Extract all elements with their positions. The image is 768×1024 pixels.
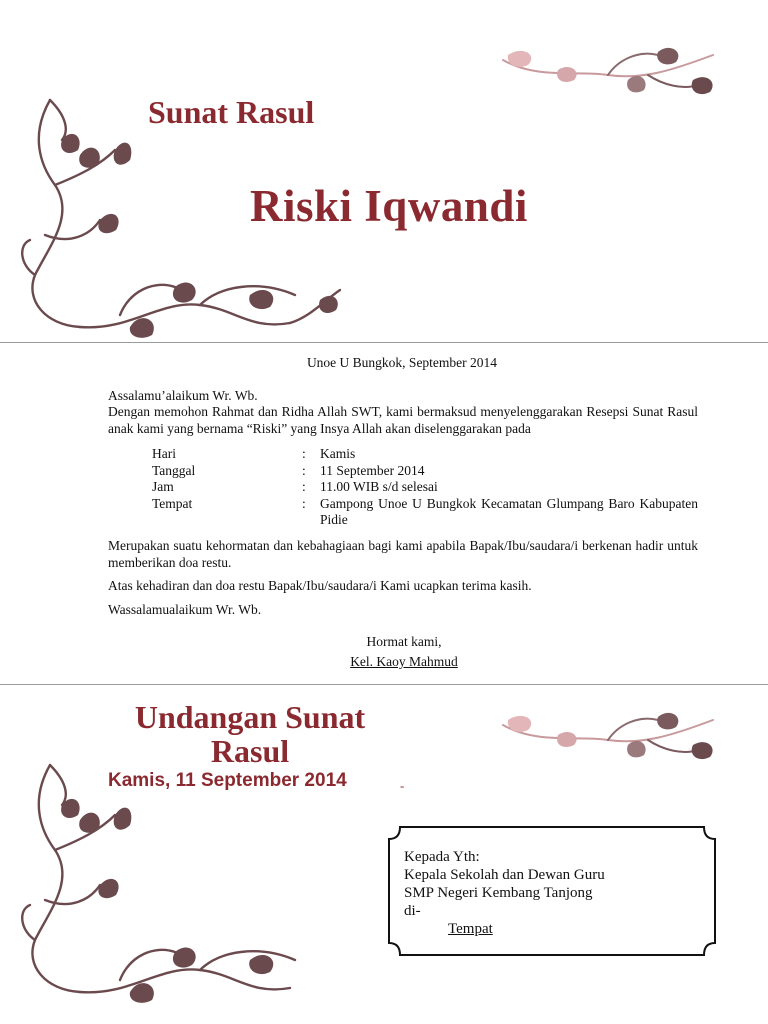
address-line3: di-: [404, 903, 421, 919]
divider-bottom: [0, 684, 768, 685]
detail-separator: :: [302, 479, 306, 494]
recipient-address: [404, 848, 605, 938]
detail-row-day: [152, 446, 698, 463]
detail-row-place: [152, 496, 698, 529]
divider-top: [0, 342, 768, 343]
place-date: Unoe U Bungkok, September 2014: [306, 355, 498, 370]
detail-value: 11 September 2014: [320, 462, 425, 478]
detail-separator: :: [302, 446, 306, 461]
date-dash: -: [400, 778, 405, 793]
event-subtitle: Sunat Rasul: [148, 94, 315, 130]
detail-label: Hari: [152, 446, 176, 461]
address-place: Tempat: [448, 921, 493, 937]
greeting: Assalamu’alaikum Wr. Wb.: [108, 388, 258, 403]
floral-ornament-top-right: [498, 40, 723, 102]
detail-value: Kamis: [320, 446, 356, 461]
invitation-date: Kamis, 11 September 2014: [108, 770, 347, 791]
closing-salutation: Wassalamualaikum Wr. Wb.: [108, 602, 262, 617]
address-line1: Kepala Sekolah dan Dewan Guru: [404, 867, 605, 883]
detail-separator: :: [302, 495, 306, 511]
honor-paragraph: Merupakan suatu kehormatan dan kebahagiaan bagi kami apabila Bapak/Ibu/saudara/i berkenan hadir untuk memberikan doa restu.: [108, 538, 698, 570]
detail-row-time: [152, 479, 698, 496]
event-details: [152, 446, 698, 529]
detail-row-date: [152, 463, 698, 480]
detail-separator: :: [302, 462, 306, 478]
detail-value: Gampong Unoe U Bungkok Kecamatan Glumpang Baro Kabupaten Pidie: [320, 495, 698, 527]
detail-value: 11.00 WIB s/d selesai: [320, 479, 438, 494]
detail-label: Tempat: [152, 495, 193, 511]
signature: Kel. Kaoy Mahmud: [350, 654, 458, 669]
invitation-title: Undangan Sunat Rasul: [134, 699, 366, 769]
address-line2: SMP Negeri Kembang Tanjong: [404, 885, 593, 901]
floral-ornament-middle-right: [498, 705, 723, 767]
detail-label: Tanggal: [152, 462, 196, 478]
regards: Hormat kami,: [366, 634, 442, 649]
address-to: Kepada Yth:: [404, 849, 480, 865]
detail-label: Jam: [152, 479, 174, 494]
floral-ornament-bottom-left: [20, 760, 360, 1005]
intro-paragraph: Dengan memohon Rahmat dan Ridha Allah SWT, kami bermaksud menyelenggarakan Resepsi Sunat Rasul anak kami yang bernama “Riski” yang Insya Allah akan diselenggarakan pada: [108, 404, 698, 436]
thanks-paragraph: Atas kehadiran dan doa restu Bapak/Ibu/saudara/i Kami ucapkan terima kasih.: [108, 578, 532, 593]
child-name-title: Riski Iqwandi: [250, 181, 528, 231]
